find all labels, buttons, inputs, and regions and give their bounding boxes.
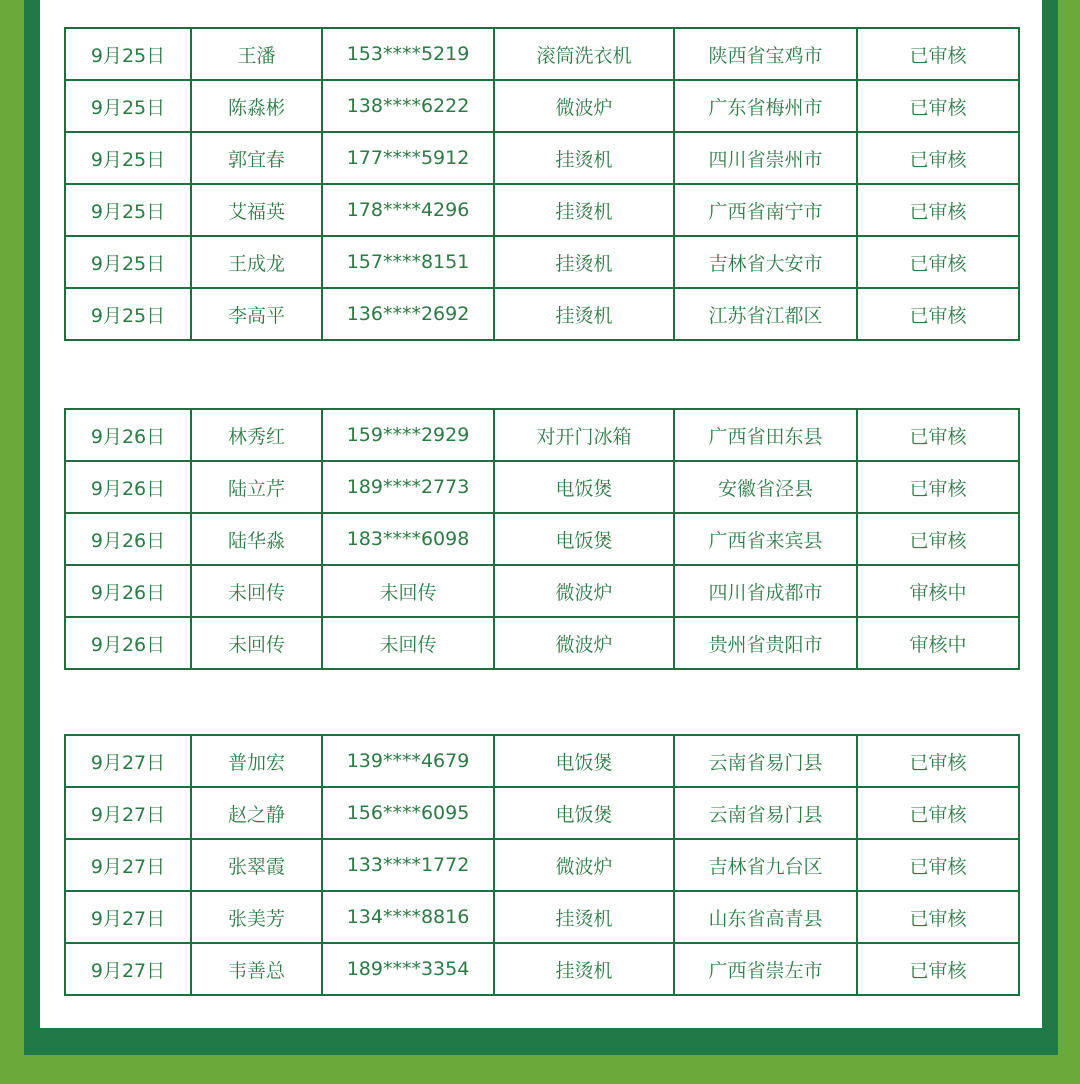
region-cell: 山东省高青县 xyxy=(674,891,857,943)
status-cell: 已审核 xyxy=(857,288,1019,340)
table-row xyxy=(65,787,1019,839)
item-cell: 挂烫机 xyxy=(494,132,674,184)
item-cell: 挂烫机 xyxy=(494,288,674,340)
status-cell: 审核中 xyxy=(857,565,1019,617)
item-cell: 电饭煲 xyxy=(494,787,674,839)
date-cell: 9月25日 xyxy=(65,80,191,132)
status-cell: 已审核 xyxy=(857,513,1019,565)
table-row xyxy=(65,891,1019,943)
item-cell: 挂烫机 xyxy=(494,236,674,288)
region-cell: 广东省梅州市 xyxy=(674,80,857,132)
region-cell: 广西省来宾县 xyxy=(674,513,857,565)
phone-cell: 134****8816 xyxy=(322,891,494,943)
status-cell: 已审核 xyxy=(857,839,1019,891)
item-cell: 滚筒洗衣机 xyxy=(494,28,674,80)
table-row xyxy=(65,184,1019,236)
phone-cell: 189****3354 xyxy=(322,943,494,995)
table-row xyxy=(65,236,1019,288)
status-cell: 已审核 xyxy=(857,28,1019,80)
phone-cell: 133****1772 xyxy=(322,839,494,891)
table-row xyxy=(65,617,1019,669)
item-cell: 挂烫机 xyxy=(494,184,674,236)
name-cell: 陈淼彬 xyxy=(191,80,322,132)
date-cell: 9月27日 xyxy=(65,735,191,787)
status-cell: 已审核 xyxy=(857,735,1019,787)
item-cell: 挂烫机 xyxy=(494,891,674,943)
table-row xyxy=(65,80,1019,132)
date-cell: 9月27日 xyxy=(65,839,191,891)
item-cell: 微波炉 xyxy=(494,565,674,617)
region-cell: 广西省田东县 xyxy=(674,409,857,461)
date-cell: 9月26日 xyxy=(65,409,191,461)
item-cell: 对开门冰箱 xyxy=(494,409,674,461)
records-table-group-1 xyxy=(64,27,1020,341)
region-cell: 广西省崇左市 xyxy=(674,943,857,995)
phone-cell: 177****5912 xyxy=(322,132,494,184)
name-cell: 李高平 xyxy=(191,288,322,340)
date-cell: 9月25日 xyxy=(65,236,191,288)
status-cell: 已审核 xyxy=(857,184,1019,236)
region-cell: 安徽省泾县 xyxy=(674,461,857,513)
region-cell: 四川省成都市 xyxy=(674,565,857,617)
phone-cell: 178****4296 xyxy=(322,184,494,236)
phone-cell: 139****4679 xyxy=(322,735,494,787)
status-cell: 已审核 xyxy=(857,236,1019,288)
name-cell: 林秀红 xyxy=(191,409,322,461)
status-cell: 已审核 xyxy=(857,943,1019,995)
region-cell: 吉林省九台区 xyxy=(674,839,857,891)
name-cell: 普加宏 xyxy=(191,735,322,787)
date-cell: 9月25日 xyxy=(65,288,191,340)
name-cell: 艾福英 xyxy=(191,184,322,236)
status-cell: 已审核 xyxy=(857,132,1019,184)
name-cell: 陆华淼 xyxy=(191,513,322,565)
status-cell: 已审核 xyxy=(857,787,1019,839)
date-cell: 9月26日 xyxy=(65,461,191,513)
name-cell: 未回传 xyxy=(191,565,322,617)
phone-cell: 189****2773 xyxy=(322,461,494,513)
table-row xyxy=(65,461,1019,513)
table-row xyxy=(65,943,1019,995)
region-cell: 四川省崇州市 xyxy=(674,132,857,184)
name-cell: 郭宜春 xyxy=(191,132,322,184)
table-row xyxy=(65,513,1019,565)
region-cell: 云南省易门县 xyxy=(674,787,857,839)
item-cell: 电饭煲 xyxy=(494,735,674,787)
item-cell: 挂烫机 xyxy=(494,943,674,995)
table-row xyxy=(65,735,1019,787)
name-cell: 张美芳 xyxy=(191,891,322,943)
item-cell: 微波炉 xyxy=(494,617,674,669)
phone-cell: 未回传 xyxy=(322,565,494,617)
region-cell: 广西省南宁市 xyxy=(674,184,857,236)
date-cell: 9月27日 xyxy=(65,787,191,839)
name-cell: 韦善总 xyxy=(191,943,322,995)
table-row xyxy=(65,409,1019,461)
item-cell: 微波炉 xyxy=(494,839,674,891)
region-cell: 云南省易门县 xyxy=(674,735,857,787)
item-cell: 电饭煲 xyxy=(494,513,674,565)
phone-cell: 136****2692 xyxy=(322,288,494,340)
date-cell: 9月27日 xyxy=(65,891,191,943)
name-cell: 王成龙 xyxy=(191,236,322,288)
date-cell: 9月25日 xyxy=(65,28,191,80)
region-cell: 吉林省大安市 xyxy=(674,236,857,288)
table-row xyxy=(65,28,1019,80)
table-row xyxy=(65,839,1019,891)
region-cell: 陕西省宝鸡市 xyxy=(674,28,857,80)
status-cell: 已审核 xyxy=(857,891,1019,943)
name-cell: 赵之静 xyxy=(191,787,322,839)
date-cell: 9月26日 xyxy=(65,617,191,669)
phone-cell: 183****6098 xyxy=(322,513,494,565)
phone-cell: 159****2929 xyxy=(322,409,494,461)
date-cell: 9月26日 xyxy=(65,513,191,565)
phone-cell: 156****6095 xyxy=(322,787,494,839)
region-cell: 贵州省贵阳市 xyxy=(674,617,857,669)
item-cell: 微波炉 xyxy=(494,80,674,132)
table-row xyxy=(65,132,1019,184)
item-cell: 电饭煲 xyxy=(494,461,674,513)
records-table-group-3 xyxy=(64,734,1020,996)
phone-cell: 未回传 xyxy=(322,617,494,669)
name-cell: 张翠霞 xyxy=(191,839,322,891)
date-cell: 9月27日 xyxy=(65,943,191,995)
status-cell: 已审核 xyxy=(857,80,1019,132)
phone-cell: 138****6222 xyxy=(322,80,494,132)
table-row xyxy=(65,565,1019,617)
status-cell: 已审核 xyxy=(857,409,1019,461)
date-cell: 9月26日 xyxy=(65,565,191,617)
region-cell: 江苏省江都区 xyxy=(674,288,857,340)
status-cell: 已审核 xyxy=(857,461,1019,513)
table-row xyxy=(65,288,1019,340)
phone-cell: 153****5219 xyxy=(322,28,494,80)
date-cell: 9月25日 xyxy=(65,184,191,236)
name-cell: 陆立芹 xyxy=(191,461,322,513)
status-cell: 审核中 xyxy=(857,617,1019,669)
records-table-group-2 xyxy=(64,408,1020,670)
date-cell: 9月25日 xyxy=(65,132,191,184)
name-cell: 王潘 xyxy=(191,28,322,80)
phone-cell: 157****8151 xyxy=(322,236,494,288)
name-cell: 未回传 xyxy=(191,617,322,669)
